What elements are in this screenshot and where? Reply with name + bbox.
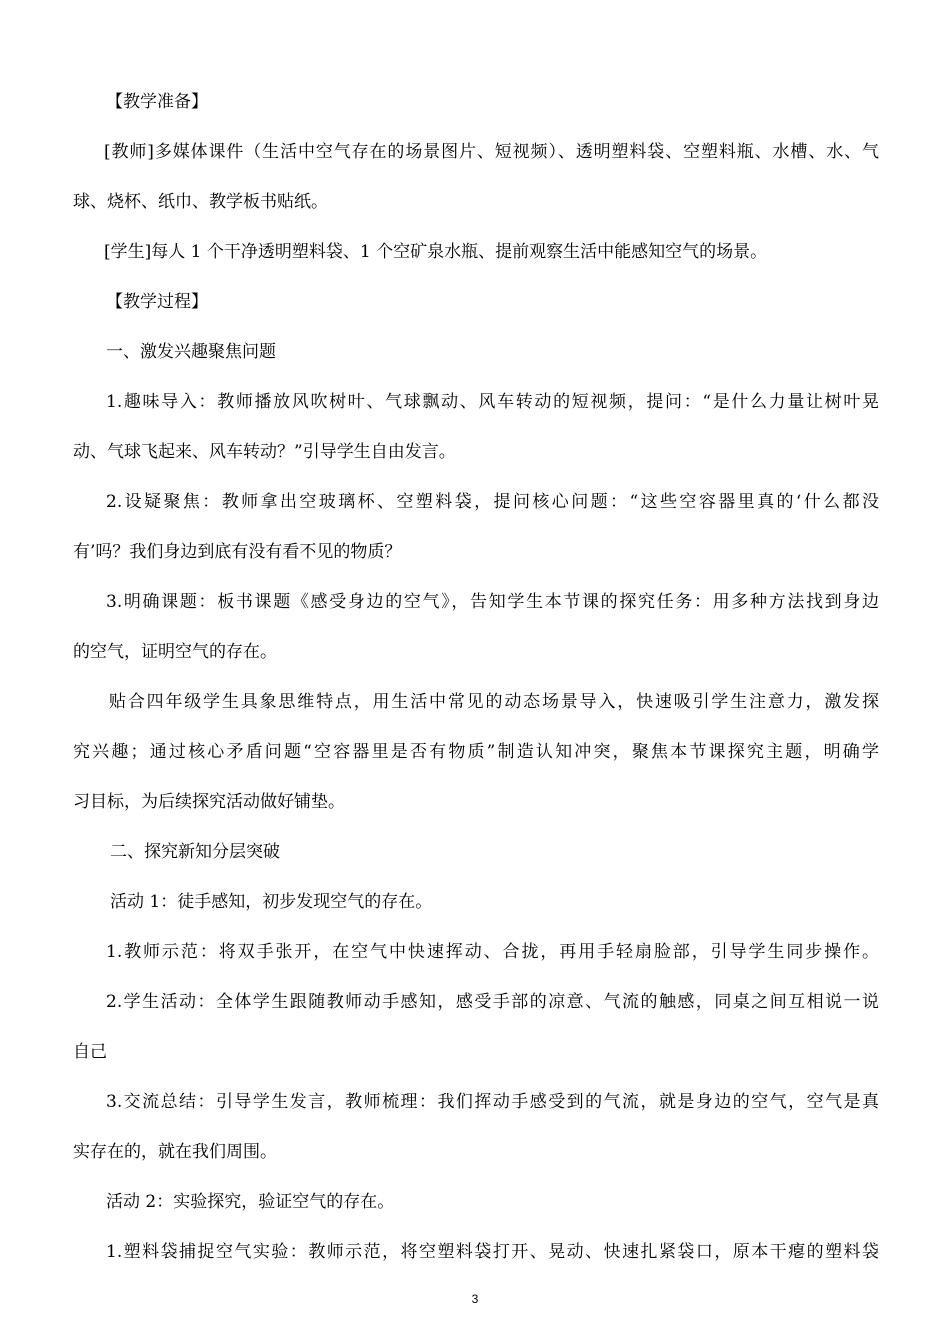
heading-teaching-preparation: 【教学准备】 — [106, 92, 208, 112]
section-heading: 一、激发兴趣聚焦问题 — [106, 342, 276, 362]
paragraph-line: [学生]每人 1 个干净透明塑料袋、1 个空矿泉水瓶、提前观察生活中能感知空气的场景。 — [104, 242, 768, 262]
section-heading: 二、探究新知分层突破 — [110, 842, 280, 862]
heading-teaching-process: 【教学过程】 — [106, 292, 208, 312]
paragraph-line: 球、烧杯、纸巾、教学板书贴纸。 — [73, 192, 328, 212]
page-number: 3 — [471, 1292, 479, 1306]
paragraph-line: 1.趣味导入：教师播放风吹树叶、气球飘动、风车转动的短视频，提问：“是什么力量让树叶晃 — [106, 392, 879, 412]
paragraph-line: 习目标，为后续探究活动做好铺垫。 — [73, 792, 345, 812]
paragraph-line: 究兴趣；通过核心矛盾问题“空容器里是否有物质”制造认知冲突，聚焦本节课探究主题，明确学 — [73, 742, 879, 762]
paragraph-line: 1.教师示范：将双手张开，在空气中快速挥动、合拢，再用手轻扇脸部，引导学生同步操作。 — [106, 942, 879, 962]
paragraph-line: 3.交流总结：引导学生发言，教师梳理：我们挥动手感受到的气流，就是身边的空气，空气是真 — [106, 1092, 879, 1112]
paragraph-line: 2.学生活动：全体学生跟随教师动手感知，感受手部的凉意、气流的触感，同桌之间互相说一说 — [106, 992, 879, 1012]
paragraph-line: 1.塑料袋捕捉空气实验：教师示范，将空塑料袋打开、晃动、快速扎紧袋口，原本干瘪的塑料袋 — [106, 1242, 879, 1262]
paragraph-line: 贴合四年级学生具象思维特点，用生活中常见的动态场景导入，快速吸引学生注意力，激发探 — [109, 692, 879, 712]
activity-heading: 活动 1：徒手感知，初步发现空气的存在。 — [110, 892, 433, 912]
paragraph-line: 2.设疑聚焦：教师拿出空玻璃杯、空塑料袋，提问核心问题：“这些空容器里真的‘什么都没 — [106, 492, 879, 512]
paragraph-line: 动、气球飞起来、风车转动？”引导学生自由发言。 — [73, 442, 456, 462]
activity-heading: 活动 2：实验探究，验证空气的存在。 — [106, 1192, 395, 1212]
paragraph-line: 的空气，证明空气的存在。 — [73, 642, 277, 662]
paragraph-line: 自己 — [73, 1042, 107, 1062]
paragraph-line: [教师]多媒体课件（生活中空气存在的场景图片、短视频）、透明塑料袋、空塑料瓶、水槽、水、气 — [104, 142, 879, 162]
paragraph-line: 有’吗？我们身边到底有没有看不见的物质？ — [73, 542, 402, 562]
paragraph-line: 3.明确课题：板书课题《感受身边的空气》，告知学生本节课的探究任务：用多种方法找到身边 — [106, 592, 879, 612]
paragraph-line: 实存在的，就在我们周围。 — [73, 1142, 277, 1162]
